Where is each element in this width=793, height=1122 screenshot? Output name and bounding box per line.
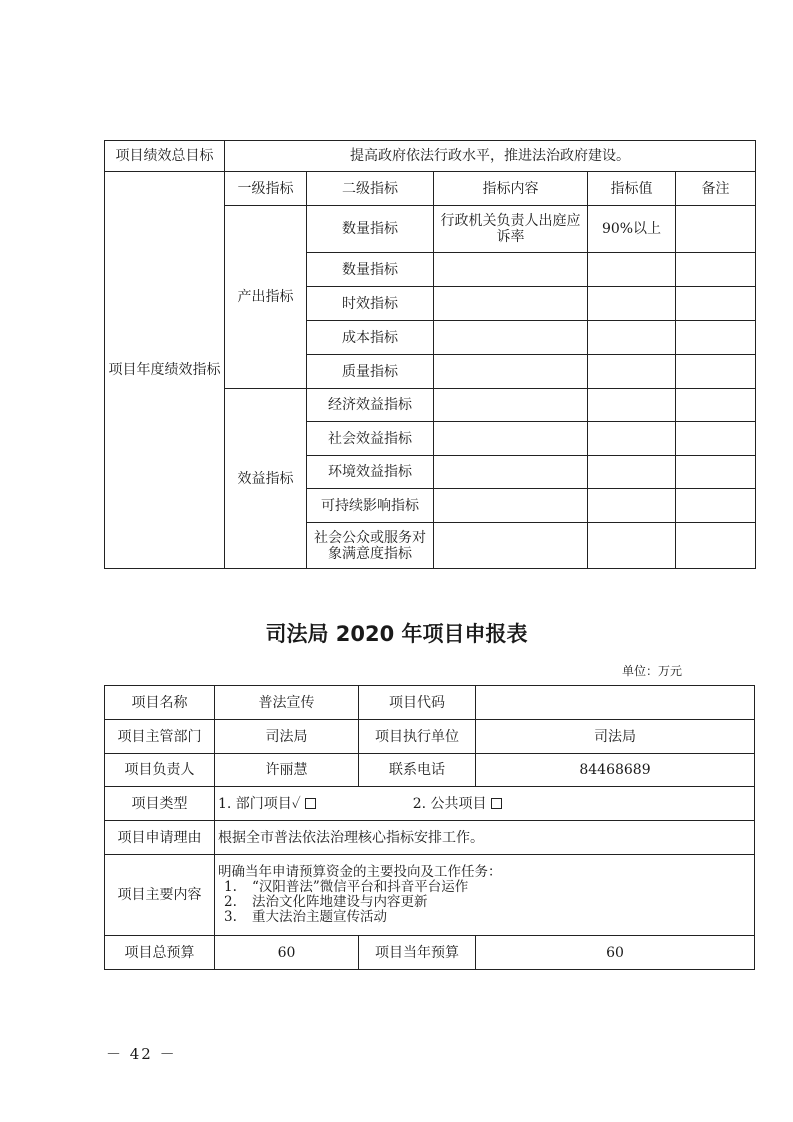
goal-label: 项目绩效总目标 bbox=[105, 141, 225, 172]
content-cell bbox=[434, 456, 588, 489]
exec: 司法局 bbox=[476, 720, 755, 754]
year-budget-label: 项目当年预算 bbox=[359, 936, 476, 970]
reason: 根据全市普法依法治理核心指标安排工作。 bbox=[215, 821, 755, 855]
content-cell bbox=[434, 287, 588, 321]
type-option-public: 2. 公共项目 bbox=[412, 795, 487, 812]
content-cell bbox=[434, 523, 588, 569]
note-cell bbox=[676, 321, 756, 355]
value-cell: 90%以上 bbox=[588, 206, 676, 253]
value-cell bbox=[588, 321, 676, 355]
level1-output: 产出指标 bbox=[225, 206, 307, 389]
level2-cell: 可持续影响指标 bbox=[307, 489, 434, 523]
level2-cell: 时效指标 bbox=[307, 287, 434, 321]
note-cell bbox=[676, 206, 756, 253]
note-cell bbox=[676, 523, 756, 569]
header-note: 备注 bbox=[676, 172, 756, 206]
phone: 84468689 bbox=[476, 754, 755, 787]
reason-label: 项目申请理由 bbox=[105, 821, 215, 855]
table-row bbox=[105, 754, 755, 787]
value-cell bbox=[588, 489, 676, 523]
note-cell bbox=[676, 355, 756, 389]
level2-cell: 数量指标 bbox=[307, 253, 434, 287]
table-row bbox=[105, 821, 755, 855]
header-level1: 一级指标 bbox=[225, 172, 307, 206]
table-row bbox=[105, 720, 755, 754]
content-cell bbox=[434, 253, 588, 287]
value-cell bbox=[588, 253, 676, 287]
note-cell bbox=[676, 253, 756, 287]
value-cell bbox=[588, 422, 676, 456]
value-cell bbox=[588, 287, 676, 321]
content-cell bbox=[434, 355, 588, 389]
level2-cell: 质量指标 bbox=[307, 355, 434, 389]
content-cell bbox=[434, 422, 588, 456]
header-level2: 二级指标 bbox=[307, 172, 434, 206]
total-budget: 60 bbox=[215, 936, 359, 970]
unit-label: 单位：万元 bbox=[622, 664, 683, 678]
content-label: 项目主要内容 bbox=[105, 855, 215, 936]
table-row bbox=[105, 855, 755, 936]
project-code-label: 项目代码 bbox=[359, 686, 476, 720]
type-label: 项目类型 bbox=[105, 787, 215, 821]
note-cell bbox=[676, 389, 756, 422]
note-cell bbox=[676, 422, 756, 456]
content-cell bbox=[434, 389, 588, 422]
value-cell bbox=[588, 389, 676, 422]
header-row bbox=[105, 172, 756, 206]
checkbox-icon[interactable] bbox=[491, 798, 502, 809]
project-application-table bbox=[104, 685, 755, 970]
note-cell bbox=[676, 456, 756, 489]
level2-cell: 社会效益指标 bbox=[307, 422, 434, 456]
list-item: 1. “汉阳普法”微信平台和抖音平台运作 bbox=[224, 879, 469, 895]
note-cell bbox=[676, 489, 756, 523]
total-budget-label: 项目总预算 bbox=[105, 936, 215, 970]
dept: 司法局 bbox=[215, 720, 359, 754]
level2-cell: 环境效益指标 bbox=[307, 456, 434, 489]
annual-indicator-label: 项目年度绩效指标 bbox=[105, 172, 225, 569]
content-cell bbox=[434, 489, 588, 523]
level2-cell: 成本指标 bbox=[307, 321, 434, 355]
value-cell bbox=[588, 523, 676, 569]
content-intro: 明确当年申请预算资金的主要投向及工作任务： bbox=[218, 864, 502, 880]
table-row bbox=[105, 686, 755, 720]
performance-table bbox=[104, 140, 756, 569]
list-item: 2. 法治文化阵地建设与内容更新 bbox=[224, 894, 428, 910]
report-title: 司法局 2020 年项目申报表 bbox=[265, 622, 528, 646]
table-row bbox=[105, 787, 755, 821]
level1-benefit: 效益指标 bbox=[225, 389, 307, 569]
level2-cell: 社会公众或服务对象满意度指标 bbox=[307, 523, 434, 569]
owner-label: 项目负责人 bbox=[105, 754, 215, 787]
content-cell: 行政机关负责人出庭应诉率 bbox=[434, 206, 588, 253]
note-cell bbox=[676, 287, 756, 321]
content-cell bbox=[434, 321, 588, 355]
goal-text: 提高政府依法行政水平，推进法治政府建设。 bbox=[225, 141, 756, 172]
goal-row bbox=[105, 141, 756, 172]
header-value: 指标值 bbox=[588, 172, 676, 206]
type-options bbox=[215, 787, 755, 821]
project-name-label: 项目名称 bbox=[105, 686, 215, 720]
year-budget: 60 bbox=[476, 936, 755, 970]
header-content: 指标内容 bbox=[434, 172, 588, 206]
dept-label: 项目主管部门 bbox=[105, 720, 215, 754]
content-list bbox=[215, 855, 755, 936]
project-code bbox=[476, 686, 755, 720]
list-item: 3. 重大法治主题宣传活动 bbox=[224, 909, 387, 925]
checkbox-icon[interactable] bbox=[305, 798, 316, 809]
page-number: － 42 － bbox=[106, 1045, 177, 1063]
phone-label: 联系电话 bbox=[359, 754, 476, 787]
value-cell bbox=[588, 456, 676, 489]
exec-label: 项目执行单位 bbox=[359, 720, 476, 754]
project-name: 普法宣传 bbox=[215, 686, 359, 720]
owner: 许丽慧 bbox=[215, 754, 359, 787]
type-option-dept: 1. 部门项目✓ bbox=[218, 795, 301, 812]
level2-cell: 经济效益指标 bbox=[307, 389, 434, 422]
value-cell bbox=[588, 355, 676, 389]
level2-cell: 数量指标 bbox=[307, 206, 434, 253]
table-row bbox=[105, 936, 755, 970]
